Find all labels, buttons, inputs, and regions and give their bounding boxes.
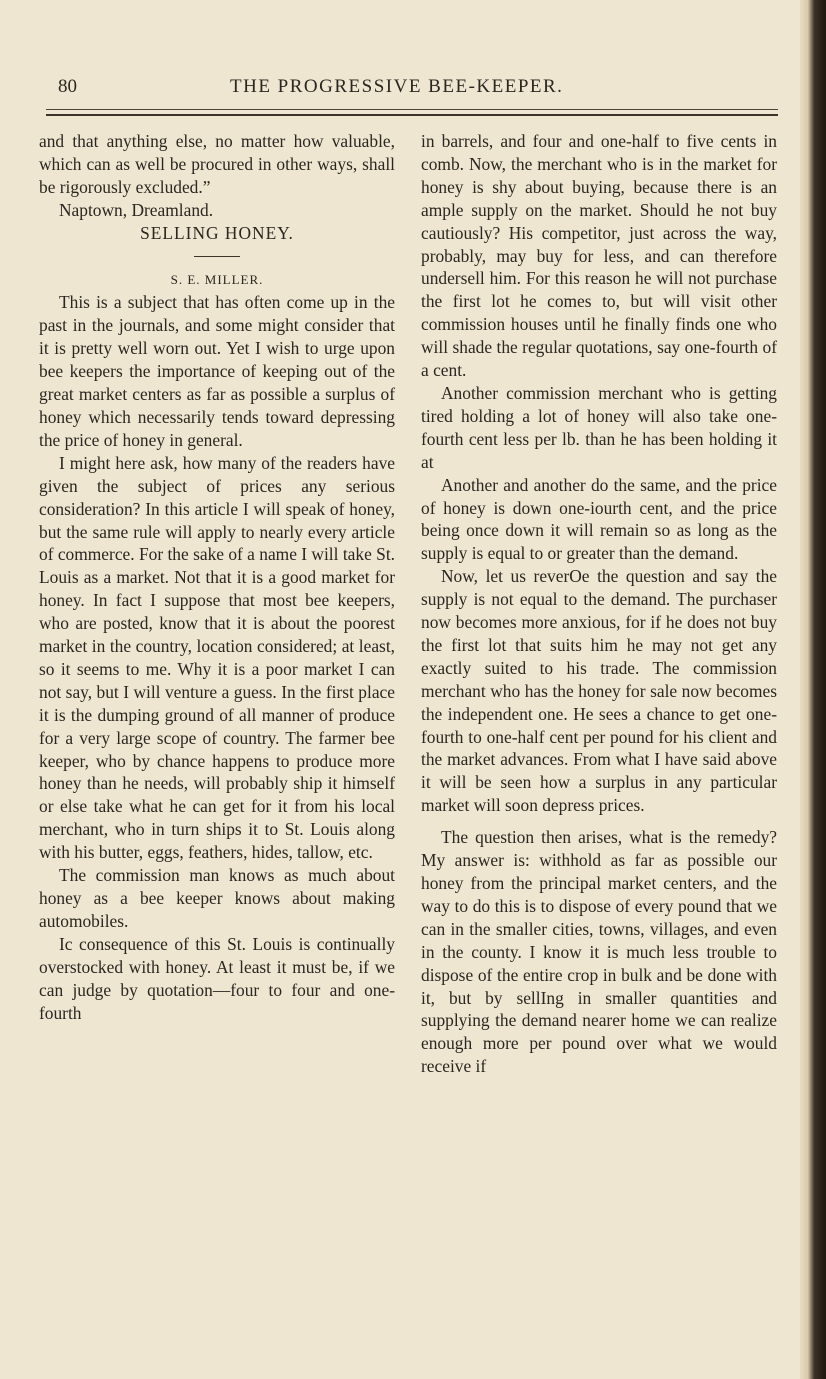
paragraph: Now, let us reverOe the question and say the supply is not equal to the demand. The purchaser now becomes more anxious, for if he does not buy the first lot that suits him he may not get any exactly suited to his trade. The commission merchant who has the honey for sale now becomes the independent one. He sees a chance to get one-fourth to one-half cent per pound for his client and the market advances. From what I have said above it will be seen how a surplus in any particular market will soon depress prices. <box>421 566 777 816</box>
paragraph: Another commission merchant who is getting tired holding a lot of honey will also take one-fourth cent less per lb. than he has been holding it at <box>421 382 777 472</box>
article-title: SELLING HONEY. <box>140 222 294 243</box>
continued-paragraph: and that anything else, no matter how valuable, which can as well be procured in other ways, shall be rigorously excluded.” <box>39 131 395 197</box>
running-title: THE PROGRESSIVE BEE-KEEPER. <box>230 76 564 97</box>
right-column <box>421 130 777 1078</box>
dateline: Naptown, Dreamland. <box>59 199 214 220</box>
paragraph: The question then arises, what is the remedy? My answer is: withhold as far as possible our honey from the principal market centers, and the way to do this is to dispose of every pound that we can in the smaller cities, towns, villages, and even in the county. I know it is much less trouble to dispose of the entire crop in bulk and be done with it, but by sellIng in smaller quantities and supplying the demand nearer home we can realize enough more per pound over what we would receive if <box>421 827 777 1077</box>
paragraph: Ic consequence of this St. Louis is continually overstocked with honey. At least it must be, if we can judge by quotation—four to four and one-fourth <box>39 933 395 1023</box>
title-rule <box>194 256 240 257</box>
paragraph: This is a subject that has often come up in the past in the journals, and some might consider that it is pretty well worn out. Yet I wish to urge upon bee keepers the importance of keeping out of the great market centers as far as possible a surplus of honey which necessarily tends toward depressing the price of honey in general. <box>39 292 395 450</box>
paragraph: Another and another do the same, and the price of honey is down one-iourth cent, and the price being once down it will remain so as long as the supply is equal to or greater than the demand. <box>421 474 777 564</box>
page-header <box>58 76 778 100</box>
paragraph: in barrels, and four and one-half to five cents in comb. Now, the merchant who is in the market for honey is shy about buying, because there is an ample supply on the market. Should he not buy cautiously? His competitor, just across the way, probably, may buy for less, and can therefore undersell him. For this reason he will not purchase the first lot he comes to, but will visit other commission houses until he finally finds one who will shade the regular quotations, say one-fourth of a cent. <box>421 131 777 381</box>
author-byline: S. E. MILLER. <box>170 271 264 287</box>
page-edge-shadow <box>800 0 826 1379</box>
paragraph: The commission man knows as much about honey as a bee keeper knows about making automobiles. <box>39 865 395 931</box>
header-rule-thin <box>46 109 778 110</box>
left-column <box>39 130 395 1024</box>
header-rule-thick <box>46 114 778 116</box>
paragraph: I might here ask, how many of the readers have given the subject of prices any serious consideration? In this article I will speak of honey, but the same rule will apply to nearly every article of commerce. For the sake of a name I will take St. Louis as a market. Not that it is a good market for honey. In fact I suppose that most bee keepers, who are posted, know that it is about the poorest market in the country, location considered; at least, so it seems to me. Why it is a poor market I can not say, but I will venture a guess. In the first place it is the dumping ground of all manner of produce for a very large scope of country. The farmer bee keeper, who by chance happens to produce more honey than he needs, will probably ship it himself or else take what he can get for it from his local merchant, who in turn ships it to St. Louis along with his butter, eggs, feathers, hides, tallow, etc. <box>39 452 395 863</box>
page-number: 80 <box>58 76 77 97</box>
